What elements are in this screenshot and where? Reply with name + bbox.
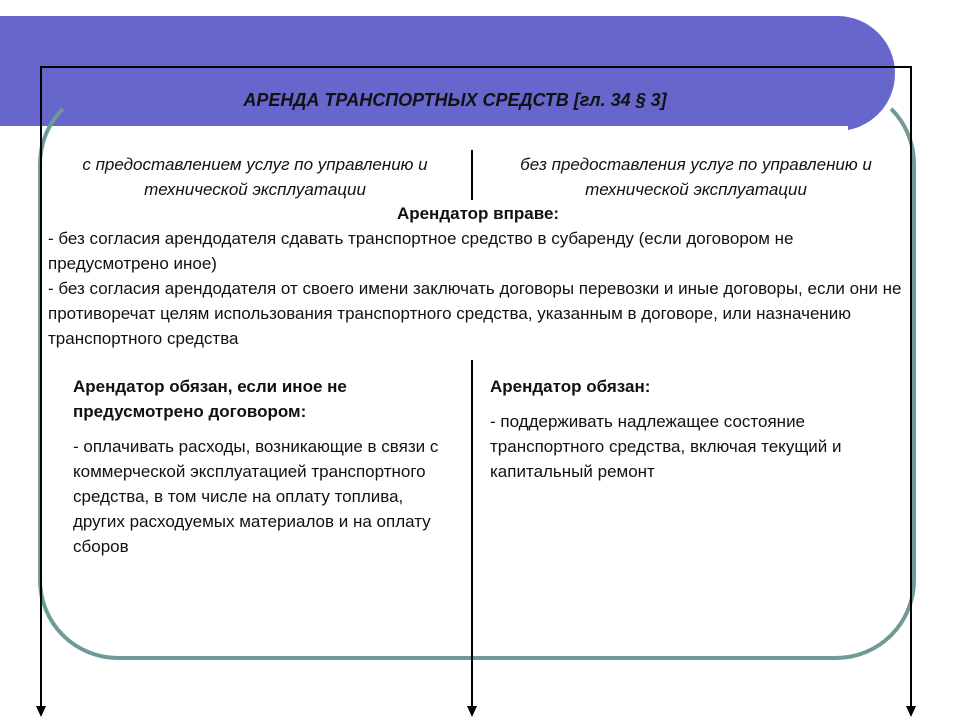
right-column-header: без предоставления услуг по управлению и технической эксплуатации (520, 155, 872, 199)
right-duties-block (490, 374, 890, 484)
right-duties-item: - поддерживать надлежащее состояние транспортного средства, включая текущий и капитальный ремонт (490, 412, 842, 481)
column-divider-bottom (471, 360, 473, 708)
rights-item: - без согласия арендодателя от своего имени заключать договоры перевозки и иные договоры, если они не противоречат целям использования транспортного средства, указанным в договоре, или назначению транспортного средства (48, 279, 902, 348)
rights-block (48, 201, 908, 351)
right-duties-heading: Арендатор обязан: (490, 377, 651, 396)
left-duties-heading: Арендатор обязан, если иное не предусмотрено договором: (73, 377, 347, 421)
left-arrow-head (36, 706, 46, 717)
left-column-header: с предоставлением услуг по управлению и технической эксплуатации (82, 155, 428, 199)
top-connector-line (40, 66, 912, 68)
page-title: АРЕНДА ТРАНСПОРТНЫХ СРЕДСТВ [гл. 34 § 3] (243, 90, 667, 110)
right-arrow-head (906, 706, 916, 717)
left-duties-item: - оплачивать расходы, возникающие в связи с коммерческой эксплуатацией транспортного средства, в том числе на оплату топлива, других расходуемых материалов и на оплату сборов (73, 437, 439, 556)
rights-heading: Арендатор вправе: (396, 204, 560, 223)
middle-arrow-head (467, 706, 477, 717)
left-duties-block (73, 374, 443, 559)
rights-item: - без согласия арендодателя сдавать транспортное средство в субаренду (если договором не предусмотрено иное) (48, 229, 794, 273)
column-divider-top (471, 150, 473, 200)
